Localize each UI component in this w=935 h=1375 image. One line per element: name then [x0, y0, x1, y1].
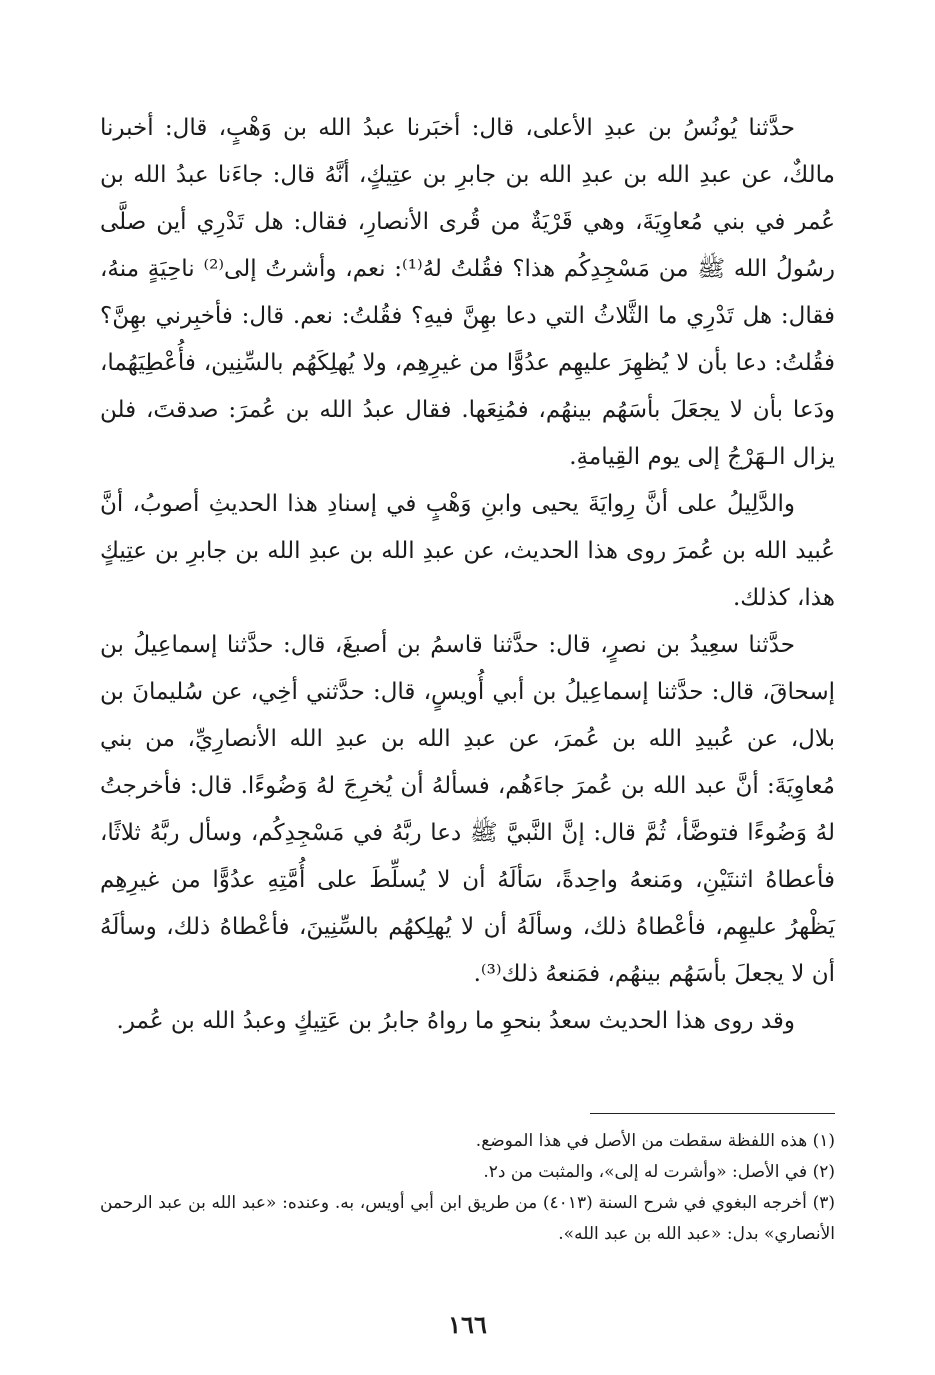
footnote-2: (٢) في الأصل: «وأشرت له إلى»، والمثبت من د٢.	[483, 1162, 835, 1182]
main-text-body	[100, 105, 835, 1045]
paragraph-evidence: والدَّلِيلُ على أنَّ رِوايَةَ يحيى وابنِ وَهْبٍ في إسنادِ هذا الحديثِ أصوبُ، أنَّ عُبيد الله بن عُمرَ روى هذا الحديث، عن عبدِ الله بن عبدِ الله بن جابرِ بن عتِيكٍ هذا، كذلك.	[100, 491, 835, 611]
paragraph-closing: وقد روى هذا الحديث سعدُ بنحوِ ما رواهُ جابرُ بن عَتِيكٍ وعبدُ الله بن عُمر.	[116, 1008, 795, 1034]
page-number: ١٦٦	[448, 1310, 487, 1339]
footnotes-section	[100, 1126, 835, 1250]
footnote-3: (٣) أخرجه البغوي في شرح السنة (٤٠١٣) من طريق ابن أبي أويس، به. وعنده: «عبد الله بن عبد الرحمن الأنصاري» بدل: «عبد الله بن عبد الله».	[100, 1193, 836, 1244]
footnote-1: (١) هذه اللفظة سقطت من الأصل في هذا الموضع.	[475, 1131, 835, 1151]
paragraph-hadith-2: حدَّثنا سعِيدُ بن نصرٍ، قال: حدَّثنا قاسمُ بن أصبغَ، قال: حدَّثنا إسماعِيلُ بن إسحاقَ، قال: حدَّثنا إسماعِيلُ بن أبي أُويسٍ، قال: حدَّثني أخِي، عن سُليمانَ بن بلال، عن عُبيدِ الله بن عُمرَ، عن عبدِ الله بن عبدِ الله الأنصارِيِّ، من بني مُعاوِيَةَ: أنَّ عبد الله بن عُمرَ جاءَهُم، فسألهُ أن يُخرِجَ لهُ وَضُوءًا. قال: فأخرجتُ لهُ وَضُوءًا فتوضَّأ، ثُمَّ قال: إنَّ النَّبيَّ ﷺ دعا ربَّهُ في مَسْجِدِكُم، وسأل ربَّهُ ثلاثًا، فأعطاهُ اثنتَيْنِ، ومَنعهُ واحِدةً، سَألَهُ أن لا يُسلِّطَ على أُمَّتِهِ عدُوًّا من غيرِهِم يَظْهرُ عليهِم، فأعْطاهُ ذلك، وسألَهُ أن لا يُهلِكهُم بالسِّنِينَ، فأعْطاهُ ذلك، وسألَهُ أن لا يجعلَ بأسَهُم بينهُم، فمَنعهُ ذلك⁽³⁾.	[100, 632, 835, 987]
paragraph-hadith-1: حدَّثنا يُونُسُ بن عبدِ الأعلى، قال: أخبَرنا عبدُ الله بن وَهْبٍ، قال: أخبرنا مالكٌ، عن عبدِ الله بن عبدِ الله بن جابرِ بن عتِيكٍ، أنَّهُ قال: جاءَنا عبدُ الله بن عُمر في بني مُعاوِيَةَ، وهي قَرْيَةٌ من قُرى الأنصارِ، فقال: هل تَدْرِي أين صلَّى رسُولُ الله ﷺ من مَسْجِدِكُم هذا؟ فقُلتُ لهُ⁽¹⁾: نعم، وأشرتُ إلى⁽²⁾ ناحِيَةٍ منهُ، فقال: هل تَدْرِي ما الثَّلاثُ التي دعا بهِنَّ فيهِ؟ فقُلتُ: نعم. قال: فأخبِرني بهِنَّ؟ فقُلتُ: دعا بأن لا يُظهِرَ عليهِم عدُوًّا من غيرِهِم، ولا يُهلِكَهُم بالسِّنِين، فأُعْطِيَهُما، ودَعا بأن لا يجعَلَ بأسَهُم بينهُم، فمُنِعَها. فقال عبدُ الله بن عُمرَ: صدقتَ، فلن يزال الـهَرْجُ إلى يوم القِيامةِ.	[100, 115, 836, 470]
footnote-separator-rule	[590, 1113, 835, 1114]
